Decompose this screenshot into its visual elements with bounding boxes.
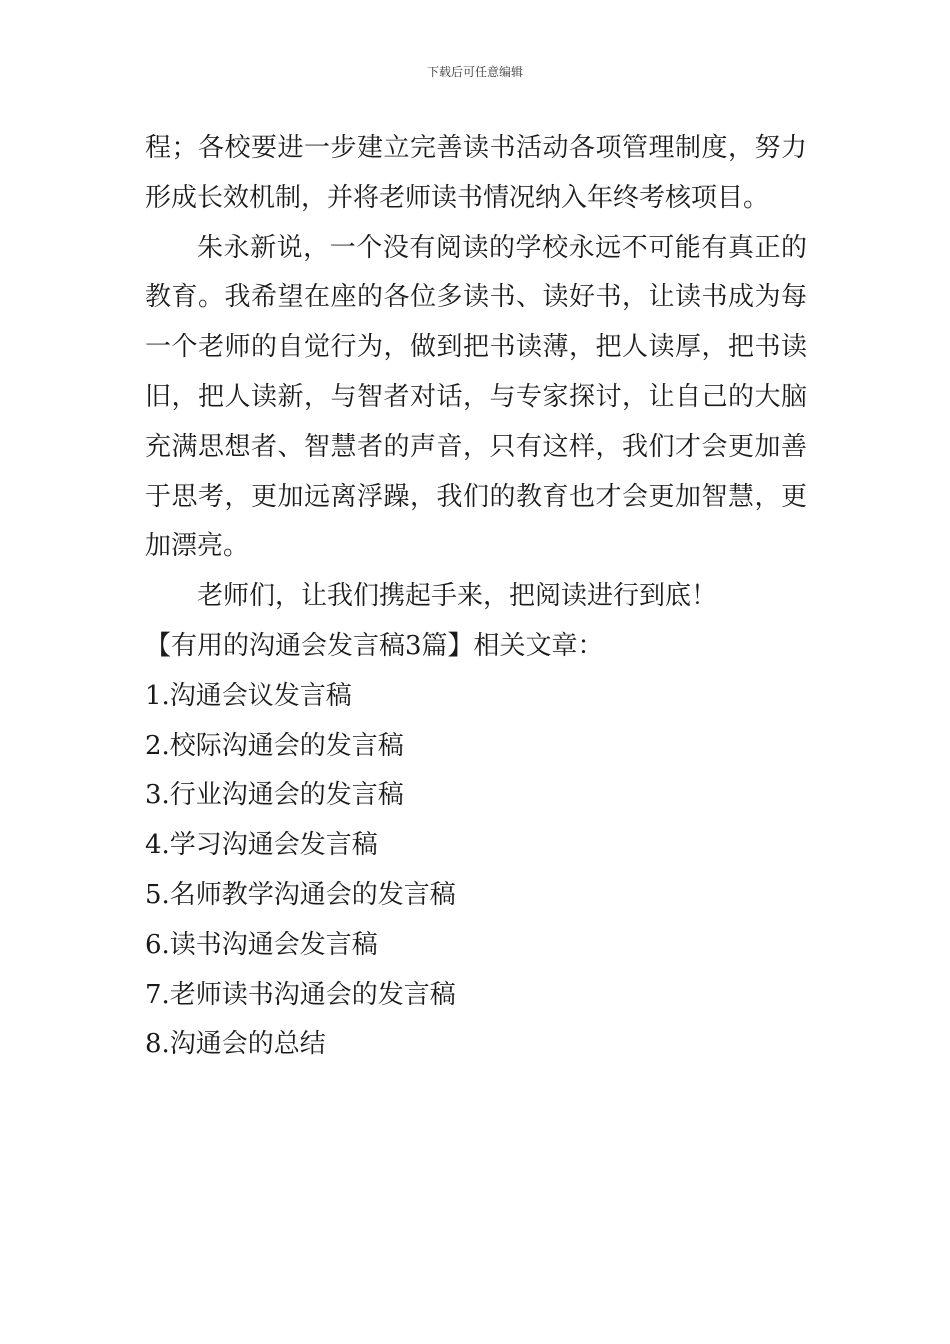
related-article-item[interactable]: 1.沟通会议发言稿 bbox=[145, 680, 352, 711]
related-article-item[interactable]: 6.读书沟通会发言稿 bbox=[145, 929, 378, 960]
paragraph-quote: 朱永新说，一个没有阅读的学校永远不可能有真正的教育。我希望在座的各位多读书、读好书，让读书成为每一个老师的自觉行为，做到把书读薄，把人读厚，把书读旧，把人读新，与智者对话，与专家探讨，让自己的大脑充满思想者、智慧者的声音，只有这样，我们才会更加善于思考，更加远离浮躁，我们的教育也才会更加智慧，更加漂亮。 bbox=[145, 232, 807, 562]
related-article-item[interactable]: 3.行业沟通会的发言稿 bbox=[145, 780, 404, 811]
related-articles-list bbox=[145, 672, 807, 1070]
related-articles-heading: 【有用的沟通会发言稿3篇】相关文章： bbox=[145, 630, 604, 661]
document-body bbox=[145, 124, 807, 1070]
related-article-item[interactable]: 5.名师教学沟通会的发言稿 bbox=[145, 879, 456, 910]
paragraph-closing: 老师们，让我们携起手来，把阅读进行到底！ bbox=[197, 581, 718, 612]
related-article-item[interactable]: 4.学习沟通会发言稿 bbox=[145, 830, 378, 861]
related-article-item[interactable]: 7.老师读书沟通会的发言稿 bbox=[145, 979, 456, 1010]
page-header-note: 下载后可任意编辑 bbox=[426, 65, 523, 79]
related-article-item[interactable]: 8.沟通会的总结 bbox=[145, 1029, 326, 1060]
paragraph-continuation: 程；各校要进一步建立完善读书活动各项管理制度，努力形成长效机制，并将老师读书情况纳入年终考核项目。 bbox=[145, 133, 807, 213]
related-article-item[interactable]: 2.校际沟通会的发言稿 bbox=[145, 730, 404, 761]
